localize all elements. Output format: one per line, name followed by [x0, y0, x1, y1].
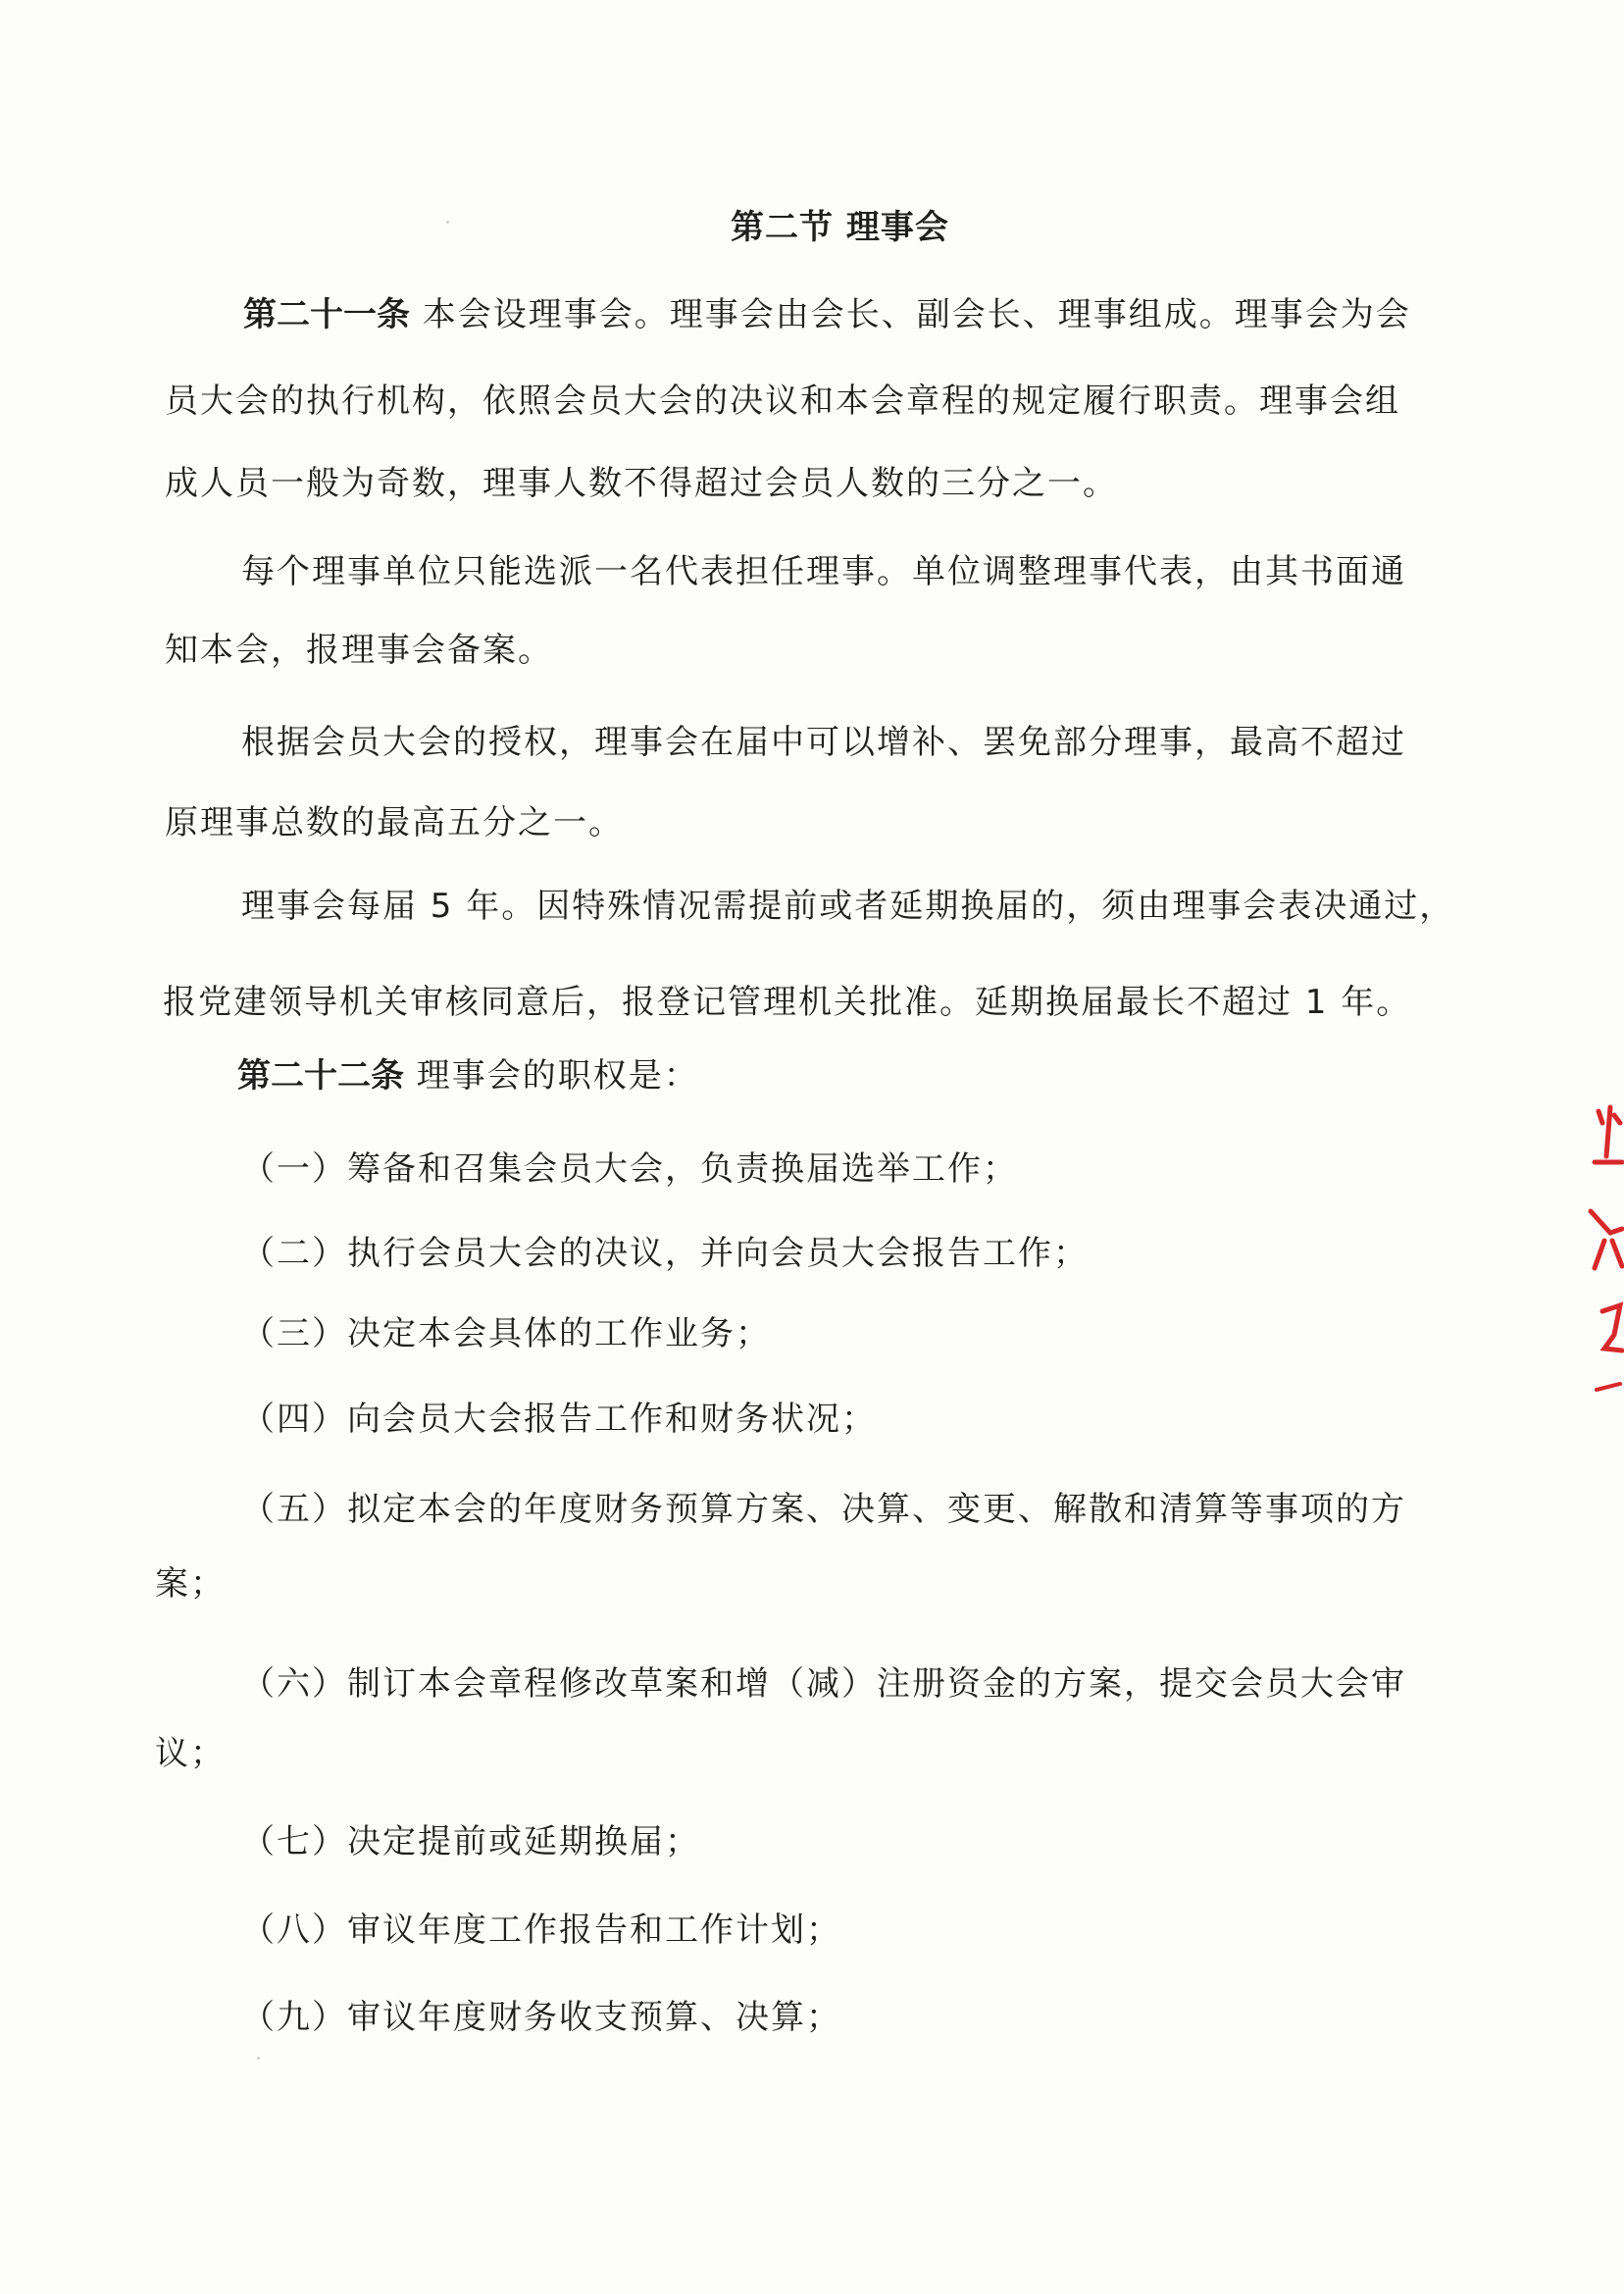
paragraph-2-line-1: 每个理事单位只能选派一名代表担任理事。单位调整理事代表，由其书面通	[241, 552, 1406, 591]
red-seal-fragment	[1577, 1094, 1624, 1417]
list-item: （六）制订本会章程修改草案和增（减）注册资金的方案，提交会员大会审	[241, 1664, 1406, 1704]
list-item: （九）审议年度财务收支预算、决算；	[241, 1998, 841, 2037]
article-21-line-1	[243, 295, 1411, 334]
article-22-text: 理事会的职权是：	[404, 1056, 699, 1096]
list-item: （三）决定本会具体的工作业务；	[241, 1314, 771, 1353]
list-item: （八）审议年度工作报告和工作计划；	[241, 1911, 841, 1950]
list-item: （五）拟定本会的年度财务预算方案、决算、变更、解散和清算等事项的方	[241, 1490, 1406, 1529]
article-22-intro	[237, 1056, 699, 1096]
list-item: （四）向会员大会报告工作和财务状况；	[241, 1400, 877, 1439]
article-21-label: 第二十一条	[243, 295, 410, 334]
article-21-line-3: 成人员一般为奇数，理事人数不得超过会员人数的三分之一。	[165, 464, 1118, 503]
paragraph-4-line-1: 理事会每届 5 年。因特殊情况需提前或者延期换届的，须由理事会表决通过，	[241, 887, 1455, 926]
section-title: 第二节 理事会	[731, 208, 949, 247]
paragraph-3-line-2: 原理事总数的最高五分之一。	[165, 803, 624, 842]
scan-speck	[257, 2057, 260, 2060]
article-22-label: 第二十二条	[237, 1056, 404, 1096]
list-item-continuation: 议；	[155, 1734, 226, 1773]
paragraph-3-line-1: 根据会员大会的授权，理事会在届中可以增补、罢免部分理事，最高不超过	[241, 723, 1406, 762]
scan-speck	[446, 221, 449, 224]
paragraph-4-line-2: 报党建领导机关审核同意后，报登记管理机关批准。延期换届最长不超过 1 年。	[163, 983, 1412, 1022]
seal-icon	[1577, 1094, 1624, 1417]
article-21-line-2: 员大会的执行机构，依照会员大会的决议和本会章程的规定履行职责。理事会组	[165, 382, 1400, 421]
list-item: （二）执行会员大会的决议，并向会员大会报告工作；	[241, 1234, 1089, 1273]
paragraph-2-line-2: 知本会，报理事会备案。	[165, 631, 553, 670]
list-item: （七）决定提前或延期换届；	[241, 1822, 700, 1861]
article-21-text: 本会设理事会。理事会由会长、副会长、理事组成。理事会为会	[410, 295, 1411, 334]
list-item: （一）筹备和召集会员大会，负责换届选举工作；	[241, 1149, 1018, 1189]
list-item-continuation: 案；	[155, 1564, 226, 1604]
